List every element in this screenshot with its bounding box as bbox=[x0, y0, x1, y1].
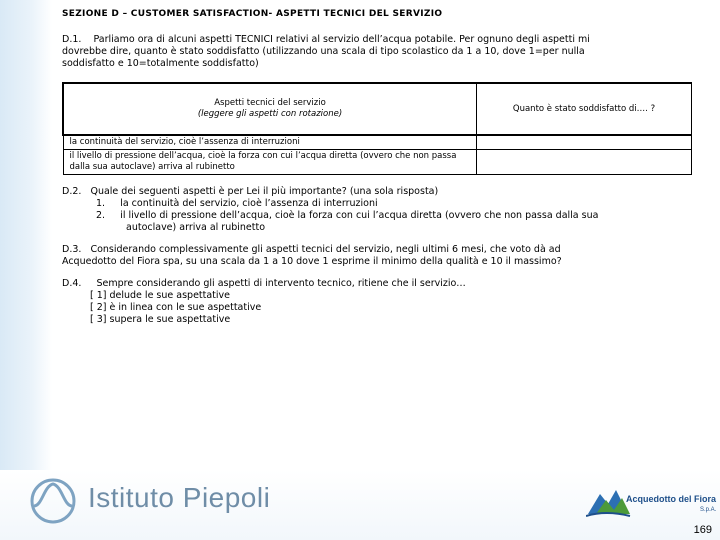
d1-text: Parliamo ora di alcuni aspetti TECNICI relativi al servizio dell’acqua potabile. Per ognuno degli aspetti mi bbox=[93, 34, 590, 45]
d2-option-number: 2. bbox=[96, 210, 106, 221]
d4-option: [ 1] delude le sue aspettative bbox=[90, 290, 231, 301]
d2-option-text-cont: autoclave) arriva al rubinetto bbox=[126, 222, 266, 233]
page-number: 169 bbox=[693, 524, 712, 536]
table-header-row bbox=[63, 83, 692, 135]
d4-text: Sempre considerando gli aspetti di intervento tecnico, ritiene che il servizio… bbox=[96, 278, 466, 289]
question-d2 bbox=[62, 186, 692, 234]
d3-line2: Acquedotto del Fiora spa, su una scala da 1 a 10 dove 1 esprime il minimo della qualità e 10 il massimo? bbox=[62, 256, 562, 267]
d2-option-number: 1. bbox=[96, 198, 106, 209]
table-row-label bbox=[63, 150, 477, 175]
d1-number: D.1. bbox=[62, 34, 82, 45]
table-row-label: la continuità del servizio, cioè l’assenza di interruzioni bbox=[63, 135, 477, 150]
question-d3 bbox=[62, 244, 692, 268]
d2-option-text: il livello di pressione dell’acqua, cioè la forza con cui l’acqua diretta (ovvero che non passa dalla sua bbox=[120, 210, 599, 221]
table-row bbox=[63, 150, 692, 175]
questions-d2-d4 bbox=[62, 186, 692, 326]
question-d4 bbox=[62, 278, 692, 326]
logo-right-suffix: S.p.A. bbox=[700, 507, 717, 513]
d4-option: [ 3] supera le sue aspettative bbox=[90, 314, 231, 325]
logo-left-text: Istituto Piepoli bbox=[88, 482, 271, 513]
d1-line3: soddisfatto e 10=totalmente soddisfatto) bbox=[62, 58, 259, 69]
table-row bbox=[63, 135, 692, 150]
d2-option-text: la continuità del servizio, cioè l’assenza di interruzioni bbox=[120, 198, 378, 209]
logo-right-text: Acquedotto del Fiora bbox=[626, 494, 716, 504]
d2-number: D.2. bbox=[62, 186, 82, 197]
header-left-label: Aspetti tecnici del servizio bbox=[214, 98, 326, 108]
section-title: SEZIONE D – CUSTOMER SATISFACTION- ASPETTI TECNICI DEL SERVIZIO bbox=[62, 9, 443, 19]
d3-text: Considerando complessivamente gli aspetti tecnici del servizio, negli ultimi 6 mesi, che voto dà ad bbox=[90, 244, 561, 255]
question-d1 bbox=[62, 34, 692, 70]
header-left-note: (leggere gli aspetti con rotazione) bbox=[197, 109, 343, 119]
left-decorative-band bbox=[0, 0, 52, 540]
d4-number: D.4. bbox=[62, 278, 82, 289]
d4-option: [ 2] è in linea con le sue aspettative bbox=[90, 302, 262, 313]
d3-number: D.3. bbox=[62, 244, 82, 255]
document-body bbox=[62, 8, 692, 70]
table-row-label-line2: dalla sua autoclave) arriva al rubinetto bbox=[69, 162, 235, 172]
table-header-aspects bbox=[63, 83, 477, 135]
table-row-label-line1: il livello di pressione dell’acqua, cioè la forza con cui l’acqua diretta (ovvero che non passa bbox=[69, 151, 457, 161]
table-header-satisfaction: Quanto è stato soddisfatto di…. ? bbox=[477, 83, 692, 135]
d1-line2: dovrebbe dire, quanto è stato soddisfatto (utilizzando una scala di tipo scolastico da 1 a 10, dove 1=per nulla bbox=[62, 46, 585, 57]
table-row-answer-cell[interactable] bbox=[477, 150, 692, 175]
satisfaction-table bbox=[62, 82, 692, 175]
d2-text: Quale dei seguenti aspetti è per Lei il più importante? (una sola risposta) bbox=[90, 186, 439, 197]
table-row-answer-cell[interactable] bbox=[477, 135, 692, 150]
